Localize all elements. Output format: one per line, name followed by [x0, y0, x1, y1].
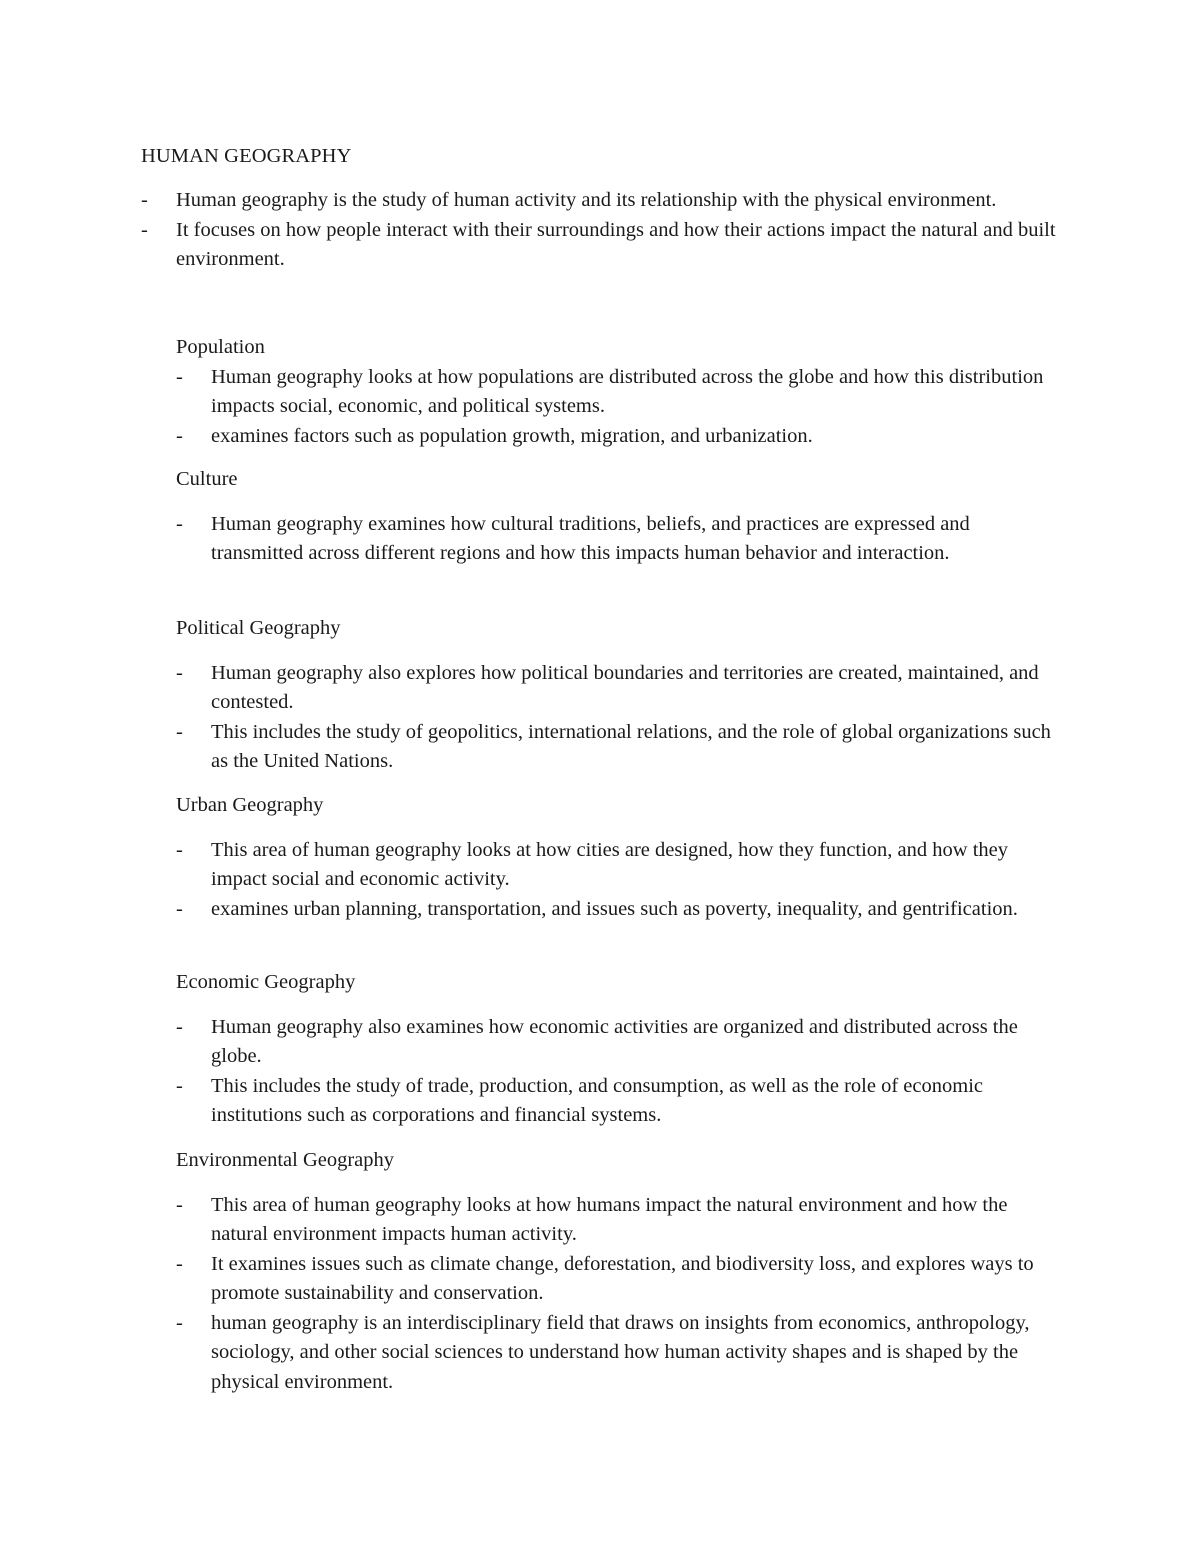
section-heading: Culture [176, 468, 238, 490]
bullet-dash: - [176, 1074, 183, 1097]
section-urban-geography [176, 791, 1066, 924]
section-political-geography [176, 614, 1066, 777]
list-item-text: This area of human geography looks at how cities are designed, how they function, and how they impact social and economic activity. [211, 838, 1009, 890]
list-item [176, 1191, 1066, 1250]
list-item [176, 659, 1066, 718]
list-item-text: Human geography looks at how populations are distributed across the globe and how this distribution impacts social, economic, and political systems. [211, 365, 1044, 417]
bullet-dash: - [176, 1252, 183, 1275]
bullet-list [176, 659, 1066, 777]
bullet-list [176, 836, 1066, 925]
list-item-text: It examines issues such as climate change, deforestation, and biodiversity loss, and explores ways to promote sustainability and conservation. [211, 1252, 1034, 1304]
list-item [176, 363, 1066, 422]
list-item [176, 422, 1066, 452]
bullet-dash: - [176, 512, 183, 535]
bullet-dash: - [176, 365, 183, 388]
bullet-dash: - [176, 720, 183, 743]
section-economic-geography [176, 968, 1066, 1131]
list-item [141, 216, 1061, 275]
list-item [176, 1072, 1066, 1131]
document-title: HUMAN GEOGRAPHY [141, 145, 352, 167]
bullet-list [176, 510, 1066, 569]
section-heading: Urban Geography [176, 794, 324, 816]
bullet-dash: - [176, 897, 183, 920]
list-item [176, 718, 1066, 777]
list-item-text: human geography is an interdisciplinary field that draws on insights from economics, anthropology, sociology, and other social sciences to understand how human activity shapes and is shaped by the physical environment. [211, 1311, 1030, 1393]
bullet-dash: - [176, 1193, 183, 1216]
list-item [176, 1309, 1066, 1398]
list-item-text: Human geography examines how cultural traditions, beliefs, and practices are expressed and transmitted across different regions and how this impacts human behavior and interaction. [211, 512, 970, 564]
list-item-text: This includes the study of trade, production, and consumption, as well as the role of economic institutions such as corporations and financial systems. [211, 1074, 983, 1126]
bullet-list [176, 363, 1066, 452]
list-item [176, 836, 1066, 895]
list-item [141, 186, 1061, 216]
list-item-text: Human geography also explores how political boundaries and territories are created, maintained, and contested. [211, 661, 1039, 713]
bullet-list [176, 1191, 1066, 1398]
list-item-text: Human geography also examines how economic activities are organized and distributed across the globe. [211, 1015, 1018, 1067]
bullet-dash: - [141, 218, 148, 241]
section-heading: Population [176, 336, 265, 358]
bullet-dash: - [176, 1311, 183, 1334]
bullet-dash: - [141, 189, 148, 211]
section-heading: Political Geography [176, 617, 341, 639]
list-item-text: examines urban planning, transportation, and issues such as poverty, inequality, and gentrification. [211, 897, 1018, 920]
list-item-text: It focuses on how people interact with their surroundings and how their actions impact the natural and built environment. [176, 218, 1056, 270]
section-population [176, 333, 1066, 451]
list-item-text: This area of human geography looks at how humans impact the natural environment and how the natural environment impacts human activity. [211, 1193, 1008, 1245]
list-item [176, 510, 1066, 569]
bullet-dash: - [176, 838, 183, 861]
intro-list [141, 186, 1061, 275]
list-item [176, 1250, 1066, 1309]
list-item-text: This includes the study of geopolitics, international relations, and the role of global organizations such as the United Nations. [211, 720, 1051, 772]
bullet-dash: - [176, 1015, 183, 1038]
list-item-text: examines factors such as population growth, migration, and urbanization. [211, 424, 813, 447]
list-item [176, 895, 1066, 925]
section-heading: Environmental Geography [176, 1149, 395, 1171]
list-item [176, 1013, 1066, 1072]
section-culture [176, 465, 1066, 569]
list-item-text: Human geography is the study of human activity and its relationship with the physical environment. [176, 189, 997, 211]
bullet-dash: - [176, 424, 183, 447]
section-environmental-geography [176, 1146, 1066, 1397]
section-heading: Economic Geography [176, 971, 356, 993]
bullet-dash: - [176, 661, 183, 684]
bullet-list [176, 1013, 1066, 1131]
